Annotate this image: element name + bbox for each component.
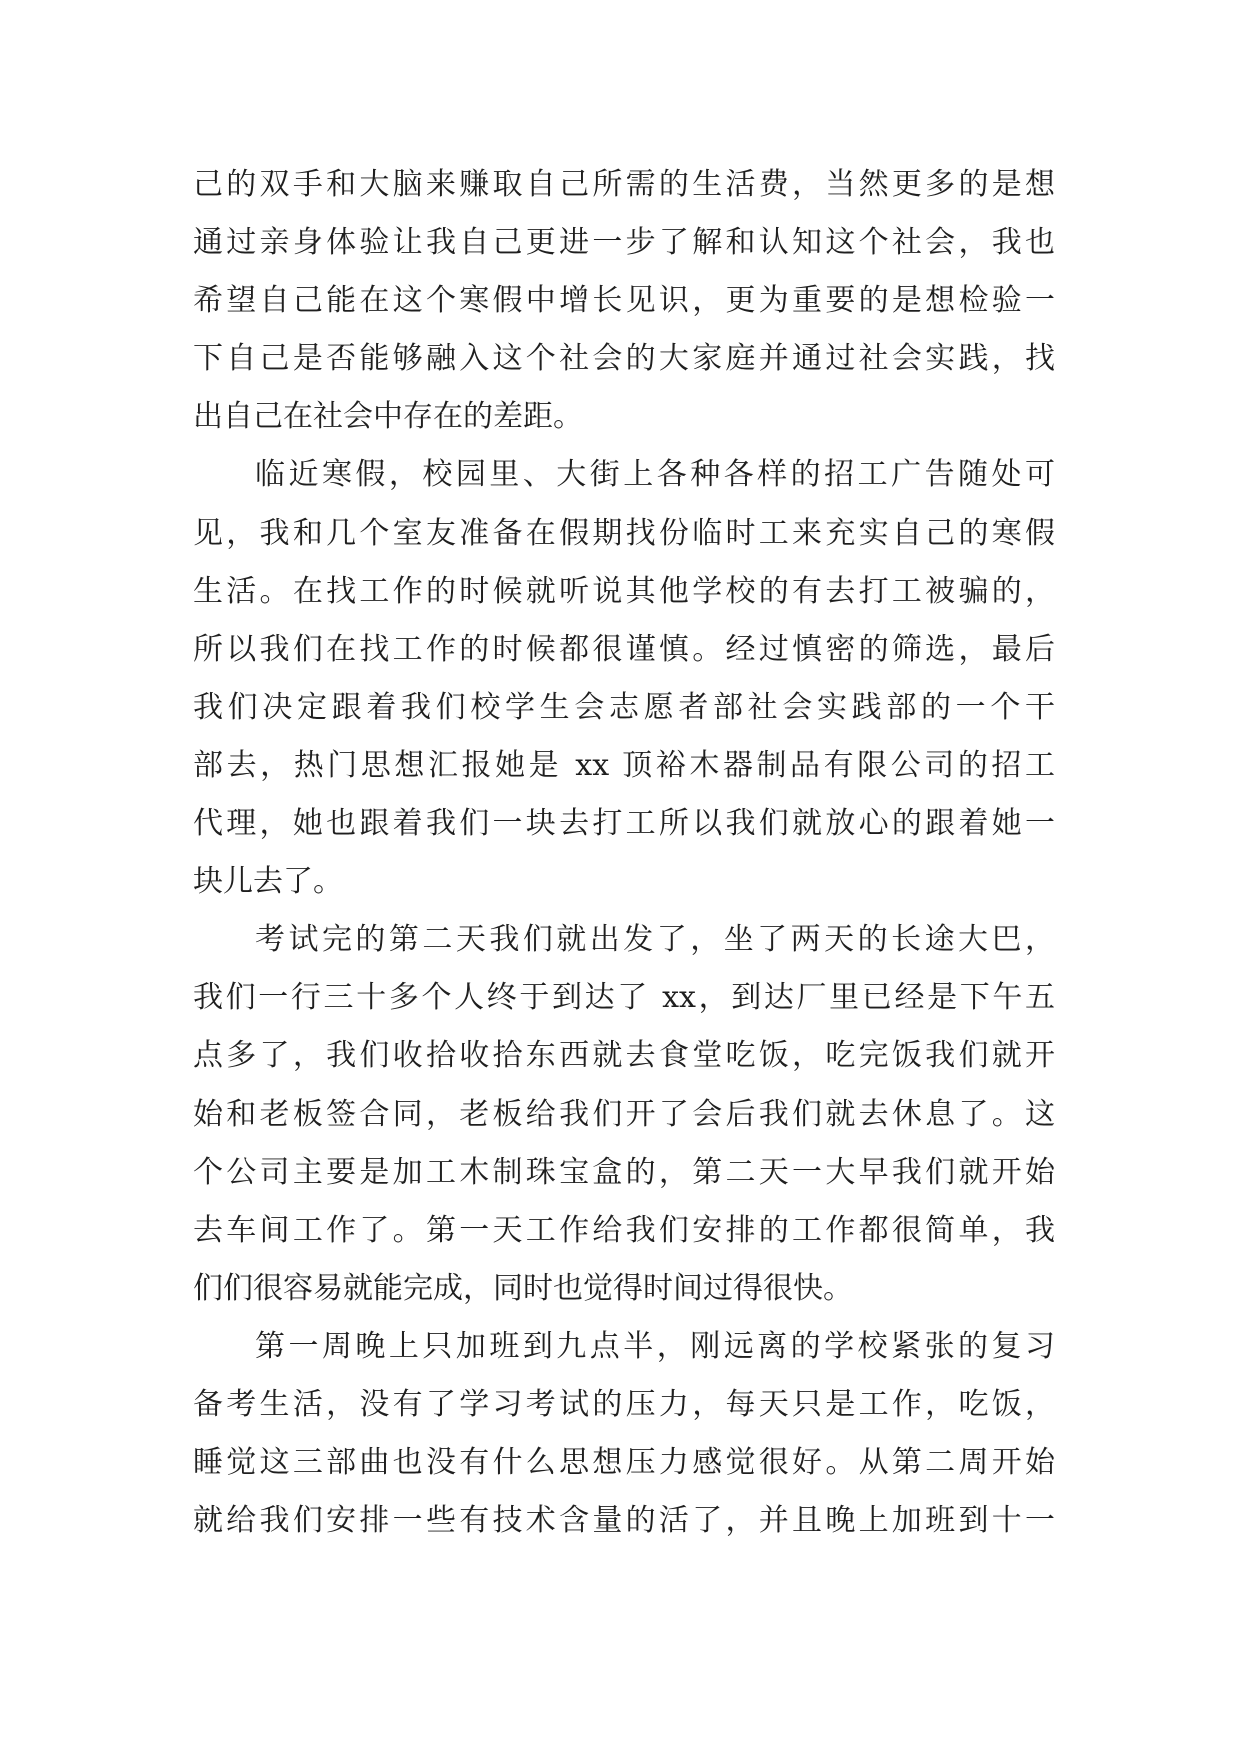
text-line: 个公司主要是加工木制珠宝盒的，第二天一大早我们就开始 — [193, 1154, 1055, 1190]
text-line: 己的双手和大脑来赚取自己所需的生活费，当然更多的是想 — [193, 167, 1055, 202]
text-line: 点多了，我们收拾收拾东西就去食堂吃饭，吃完饭我们就开 — [193, 1038, 1055, 1074]
text-line: 下自己是否能够融入这个社会的大家庭并通过社会实践，找 — [193, 341, 1055, 377]
text-line: 备考生活，没有了学习考试的压力，每天只是工作，吃饭， — [193, 1386, 1055, 1422]
text-line: 见，我和几个室友准备在假期找份临时工来充实自己的寒假 — [193, 515, 1055, 551]
text-line: 就给我们安排一些有技术含量的活了，并且晚上加班到十一 — [193, 1503, 1055, 1539]
text-line: 块儿去了。 — [193, 864, 343, 900]
text-line: 希望自己能在这个寒假中增长见识，更为重要的是想检验一 — [193, 283, 1055, 319]
paragraph-first-line: 第一周晚上只加班到九点半，刚远离的学校紧张的复习 — [255, 1328, 1055, 1364]
text-line: 所以我们在找工作的时候都很谨慎。经过慎密的筛选，最后 — [193, 631, 1055, 667]
text-line: 生活。在找工作的时候就听说其他学校的有去打工被骗的， — [193, 573, 1055, 609]
text-line: 始和老板签合同，老板给我们开了会后我们就去休息了。这 — [193, 1096, 1055, 1132]
text-line: 睡觉这三部曲也没有什么思想压力感觉很好。从第二周开始 — [193, 1445, 1055, 1481]
text-line: 我们一行三十多个人终于到达了 xx，到达厂里已经是下午五 — [193, 980, 1055, 1016]
text-line: 们们很容易就能完成，同时也觉得时间过得很快。 — [193, 1270, 853, 1306]
body-text — [193, 156, 1055, 1550]
text-line: 通过亲身体验让我自己更进一步了解和认知这个社会，我也 — [193, 225, 1055, 261]
text-line: 部去，热门思想汇报她是 xx 顶裕木器制品有限公司的招工 — [193, 747, 1055, 783]
text-line: 出自己在社会中存在的差距。 — [193, 399, 583, 435]
text-line: 我们决定跟着我们校学生会志愿者部社会实践部的一个干 — [193, 689, 1055, 725]
text-line: 去车间工作了。第一天工作给我们安排的工作都很简单，我 — [193, 1212, 1055, 1248]
paragraph-first-line: 临近寒假，校园里、大街上各种各样的招工广告随处可 — [255, 457, 1055, 493]
text-line: 代理，她也跟着我们一块去打工所以我们就放心的跟着她一 — [193, 806, 1055, 842]
paragraph-first-line: 考试完的第二天我们就出发了，坐了两天的长途大巴， — [255, 922, 1055, 958]
